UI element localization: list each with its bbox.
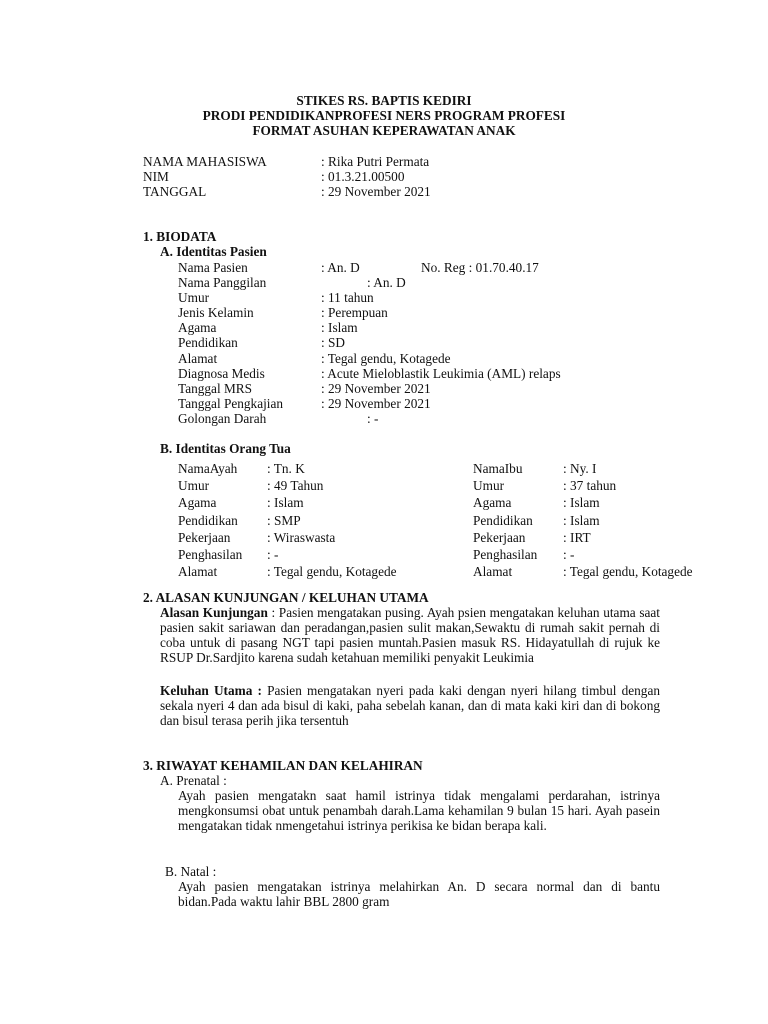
- student-date-value: : 29 November 2021: [321, 184, 431, 199]
- father-field-value: : Tn. K: [267, 461, 305, 476]
- mother-field-value: : Ny. I: [563, 461, 597, 476]
- patient-field-value: : An. D: [367, 275, 406, 290]
- section-pregnancy-history-title: 3. RIWAYAT KEHAMILAN DAN KELAHIRAN: [143, 758, 423, 773]
- student-name-value: : Rika Putri Permata: [321, 154, 430, 169]
- patient-field-label: Pendidikan: [178, 335, 238, 350]
- prenatal-paragraph: [178, 788, 660, 833]
- main-complaint-label: Keluhan Utama :: [160, 683, 262, 698]
- patient-field-value: : 11 tahun: [321, 290, 374, 305]
- student-name-label: NAMA MAHASISWA: [143, 154, 267, 169]
- student-nim-label: NIM: [143, 169, 169, 184]
- patient-field-value: : An. D: [321, 260, 360, 275]
- natal-paragraph: [178, 879, 660, 909]
- visit-reason-text: : Pasien mengatakan pusing. Ayah psien mengatakan keluhan utama saat pasien sakit sariawan dan peradangan,pasien sulit makan,Sewaktu di rumah sakit pernah di coba untuk di pasang NGT tapi pasien muntah.Pasien masuk RS. Hidayatullah di rujuk ke RSUP Dr.Sardjito karena sudah ketahuan memiliki penyakit Leukimia: [160, 605, 660, 665]
- mother-field-label: Pendidikan: [473, 513, 533, 528]
- subsection-parent-identity: B. Identitas Orang Tua: [160, 441, 291, 456]
- father-field-label: Pekerjaan: [178, 530, 231, 545]
- section-visit-reason-title: 2. ALASAN KUNJUNGAN / KELUHAN UTAMA: [143, 590, 429, 605]
- mother-field-value: : Islam: [563, 495, 600, 510]
- patient-field-label: Agama: [178, 320, 217, 335]
- father-field-value: : Wiraswasta: [267, 530, 336, 545]
- patient-field-label: Tanggal Pengkajian: [178, 396, 284, 411]
- natal-label: B. Natal :: [165, 864, 217, 879]
- father-field-value: : Tegal gendu, Kotagede: [267, 564, 397, 579]
- father-field-label: NamaAyah: [178, 461, 238, 476]
- patient-field-value: : Acute Mieloblastik Leukimia (AML) relaps: [321, 366, 561, 381]
- father-field-label: Agama: [178, 495, 217, 510]
- mother-field-label: Umur: [473, 478, 505, 493]
- mother-field-value: : Tegal gendu, Kotagede: [563, 564, 693, 579]
- patient-field-label: Nama Pasien: [178, 260, 248, 275]
- mother-field-value: : IRT: [563, 530, 591, 545]
- visit-reason-label: Alasan Kunjungan: [160, 605, 268, 620]
- father-field-value: : SMP: [267, 513, 301, 528]
- registration-number: No. Reg : 01.70.40.17: [421, 260, 539, 275]
- father-field-label: Umur: [178, 478, 210, 493]
- student-date-label: TANGGAL: [143, 184, 207, 199]
- father-field-value: : Islam: [267, 495, 304, 510]
- father-field-value: : -: [267, 547, 279, 562]
- mother-field-label: Penghasilan: [473, 547, 538, 562]
- patient-field-value: : 29 November 2021: [321, 396, 431, 411]
- header-institution: STIKES RS. BAPTIS KEDIRI: [296, 93, 472, 108]
- patient-field-value: : Tegal gendu, Kotagede: [321, 351, 451, 366]
- patient-field-value: : SD: [321, 335, 346, 350]
- father-field-value: : 49 Tahun: [267, 478, 324, 493]
- mother-field-label: Pekerjaan: [473, 530, 526, 545]
- patient-field-label: Golongan Darah: [178, 411, 267, 426]
- header-program: PRODI PENDIDIKANPROFESI NERS PROGRAM PROFESI: [202, 108, 566, 123]
- patient-field-value: : Islam: [321, 320, 358, 335]
- subsection-patient-identity: A. Identitas Pasien: [160, 244, 267, 259]
- mother-field-value: : 37 tahun: [563, 478, 617, 493]
- mother-field-label: Alamat: [473, 564, 513, 579]
- patient-field-label: Nama Panggilan: [178, 275, 267, 290]
- mother-field-label: NamaIbu: [473, 461, 523, 476]
- mother-field-value: : Islam: [563, 513, 600, 528]
- father-field-label: Penghasilan: [178, 547, 243, 562]
- prenatal-label: A. Prenatal :: [160, 773, 227, 788]
- main-complaint-paragraph: [160, 683, 660, 728]
- prenatal-text: Ayah pasien mengatakn saat hamil istrinya tidak mengalami perdarahan, istrinya mengkonsumsi obat untuk penambah darah.Lama kehamilan 9 bulan 15 hari. Ayah pasein mengatakan tidak nmengetahui istrinya perikisa ke bidan berapa kali.: [178, 788, 660, 833]
- patient-field-value: : -: [367, 411, 379, 426]
- patient-field-value: : Perempuan: [321, 305, 388, 320]
- patient-field-label: Alamat: [178, 351, 218, 366]
- main-complaint-text: Pasien mengatakan nyeri pada kaki dengan nyeri hilang timbul dengan sekala nyeri 4 dan ada bisul di kaki, paha sebelah kanan, dan di mata kaki kiri dan di bokong dan bisul terasa perih jika tersentuh: [160, 683, 660, 728]
- patient-field-label: Tanggal MRS: [178, 381, 253, 396]
- father-field-label: Alamat: [178, 564, 218, 579]
- header-form-title: FORMAT ASUHAN KEPERAWATAN ANAK: [252, 123, 516, 138]
- student-nim-value: : 01.3.21.00500: [321, 169, 405, 184]
- father-field-label: Pendidikan: [178, 513, 238, 528]
- section-biodata-title: 1. BIODATA: [143, 229, 217, 244]
- patient-field-label: Diagnosa Medis: [178, 366, 265, 381]
- patient-field-label: Umur: [178, 290, 210, 305]
- mother-field-value: : -: [563, 547, 575, 562]
- patient-field-value: : 29 November 2021: [321, 381, 431, 396]
- mother-field-label: Agama: [473, 495, 512, 510]
- patient-field-label: Jenis Kelamin: [178, 305, 254, 320]
- visit-reason-paragraph: [160, 605, 660, 665]
- natal-text: Ayah pasien mengatakan istrinya melahirkan An. D secara normal dan di bantu bidan.Pada waktu lahir BBL 2800 gram: [178, 879, 660, 909]
